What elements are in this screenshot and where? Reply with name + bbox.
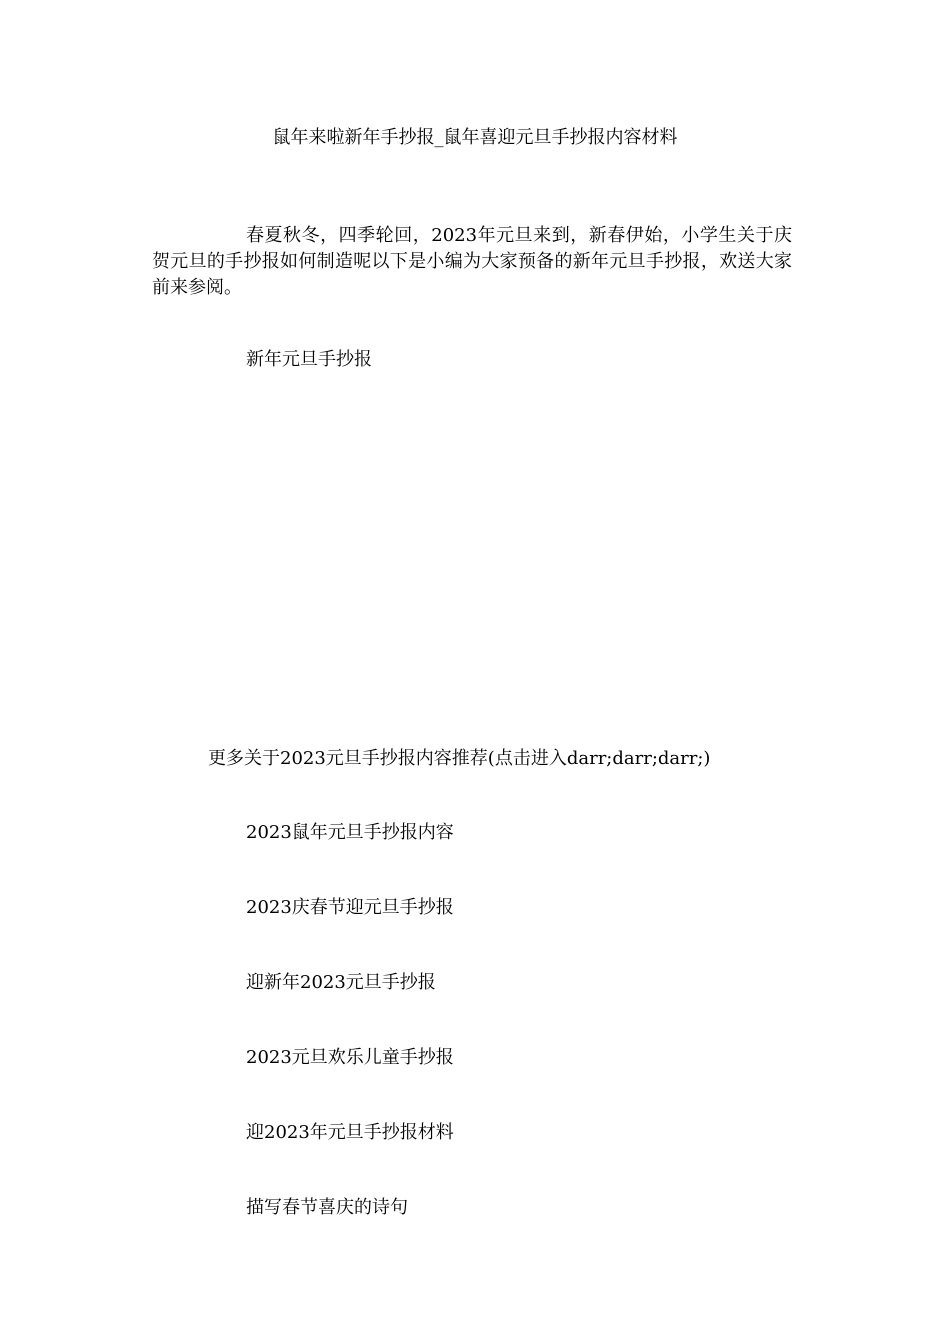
section-subheading: 新年元旦手抄报 [246, 349, 372, 370]
recommendation-link[interactable]: 2023庆春节迎元旦手抄报 [246, 897, 454, 918]
intro-paragraph: 春夏秋冬，四季轮回，2023年元旦来到，新春伊始，小学生关于庆贺元旦的手抄报如何制造呢以下是小编为大家预备的新年元旦手抄报，欢送大家前来参阅。 [152, 225, 792, 298]
handwritten-newspaper-image-area [152, 390, 792, 720]
recommendation-link[interactable]: 描写春节喜庆的诗句 [246, 1197, 408, 1218]
recommendation-item [246, 1120, 454, 1195]
recommendation-link[interactable]: 迎新年2023元旦手抄报 [246, 972, 436, 993]
recommendation-link[interactable]: 迎2023年元旦手抄报材料 [246, 1122, 454, 1143]
recommendation-link[interactable]: 2023元旦欢乐儿童手抄报 [246, 1047, 454, 1068]
recommendation-item [246, 895, 454, 970]
more-recommendations-heading[interactable]: 更多关于2023元旦手抄报内容推荐(点击进入darr;darr;darr;) [208, 748, 711, 769]
recommendation-item [246, 970, 454, 1045]
document-title: 鼠年来啦新年手抄报_鼠年喜迎元旦手抄报内容材料 [272, 127, 678, 148]
recommendation-link[interactable]: 2023鼠年元旦手抄报内容 [246, 822, 454, 843]
recommendation-item [246, 1045, 454, 1120]
recommendation-item [246, 820, 454, 895]
recommendation-list [246, 820, 454, 1270]
recommendation-item [246, 1195, 454, 1270]
